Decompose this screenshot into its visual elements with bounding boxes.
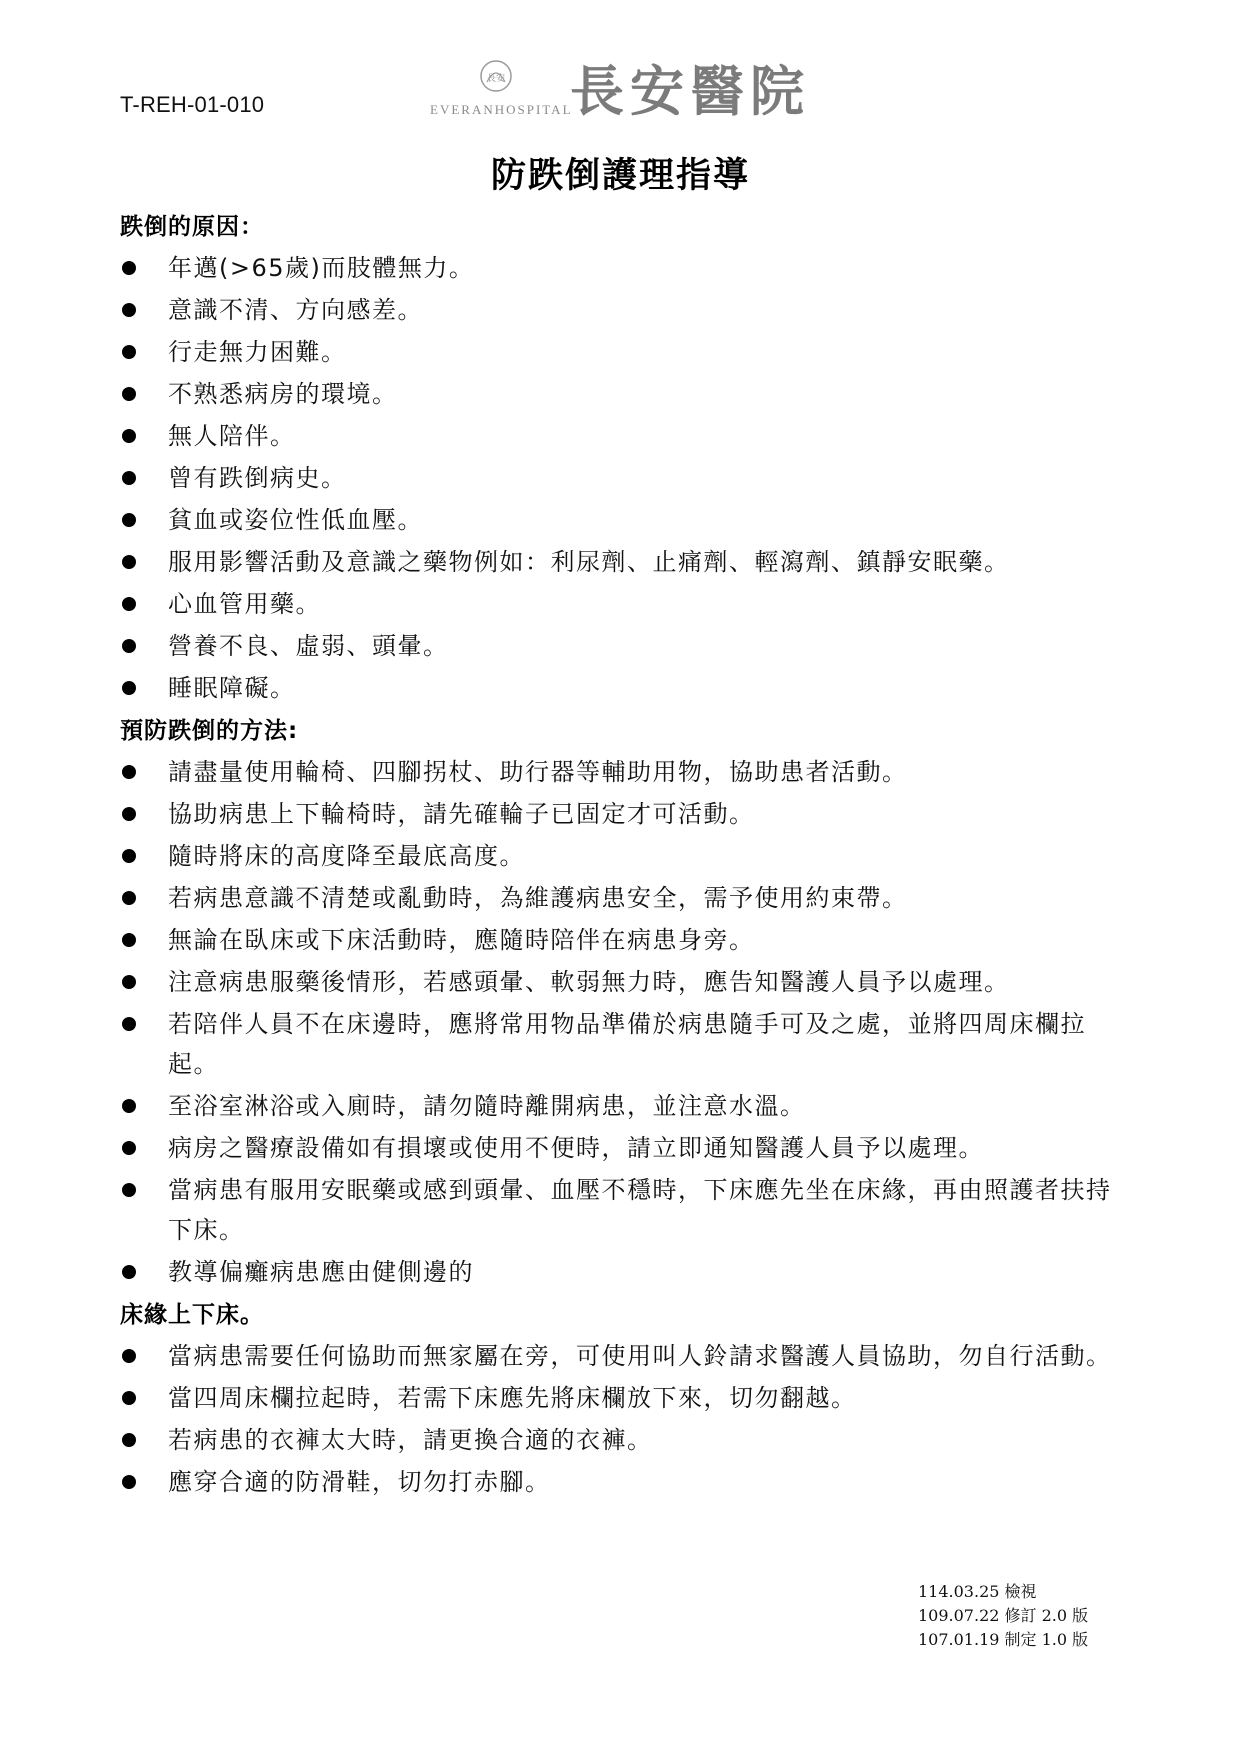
bullet-icon: [122, 765, 136, 779]
list-item-text: 無人陪伴。: [168, 422, 296, 450]
list-item: [120, 416, 1130, 456]
list-item-text: 無論在臥床或下床活動時，應隨時陪伴在病患身旁。: [168, 926, 755, 954]
list-item-text: 協助病患上下輪椅時，請先確輪子已固定才可活動。: [168, 800, 755, 828]
causes-list: [120, 248, 1130, 708]
list-item: [120, 374, 1130, 414]
bullet-icon: [122, 681, 136, 695]
bullet-icon: [122, 1099, 136, 1113]
list-item-text: 年邁(>65歲)而肢體無力。: [168, 254, 475, 282]
list-item: [120, 1420, 1130, 1460]
list-item: [120, 458, 1130, 498]
bullet-icon: [122, 891, 136, 905]
list-item-text: 當四周床欄拉起時，若需下床應先將床欄放下來，切勿翻越。: [168, 1384, 857, 1412]
hospital-emblem-icon: [478, 58, 514, 94]
page-title: 防跌倒護理指導: [490, 156, 750, 196]
list-item: [120, 1336, 1130, 1376]
bullet-icon: [122, 1349, 136, 1363]
list-item: [120, 1378, 1130, 1418]
bullet-icon: [122, 933, 136, 947]
list-item: [120, 500, 1130, 540]
list-item-text: 病房之醫療設備如有損壞或使用不便時，請立即通知醫護人員予以處理。: [168, 1134, 984, 1162]
revision-line: 107.01.19 制定 1.0 版: [918, 1630, 1089, 1649]
list-item: [120, 332, 1130, 372]
list-item: [120, 1128, 1130, 1168]
list-item-text: 隨時將床的高度降至最底高度。: [168, 842, 525, 870]
bullet-icon: [122, 1141, 136, 1155]
list-item: [120, 1462, 1130, 1502]
bullet-icon: [122, 261, 136, 275]
bullet-icon: [122, 387, 136, 401]
list-item-text: 心血管用藥。: [168, 590, 321, 618]
list-item-text: 營養不良、虛弱、頭暈。: [168, 632, 449, 660]
bullet-icon: [122, 807, 136, 821]
list-item-text: 若陪伴人員不在床邊時，應將常用物品準備於病患隨手可及之處，並將四周床欄拉起。: [168, 1010, 1086, 1078]
list-item-text: 應穿合適的防滑鞋，切勿打赤腳。: [168, 1468, 551, 1496]
bullet-icon: [122, 639, 136, 653]
list-item: [120, 626, 1130, 666]
revision-line: 114.03.25 檢視: [918, 1582, 1037, 1601]
logo-english-name: EVERANHOSPITAL: [430, 102, 573, 117]
bullet-icon: [122, 1265, 136, 1279]
bed-transfer-list: [120, 1336, 1130, 1502]
list-item-text: 貧血或姿位性低血壓。: [168, 506, 423, 534]
bullet-icon: [122, 513, 136, 527]
document-code: T-REH-01-010: [120, 92, 265, 117]
section-heading-causes: 跌倒的原因：: [120, 214, 264, 240]
bullet-icon: [122, 303, 136, 317]
list-item-text: 至浴室淋浴或入廁時，請勿隨時離開病患，並注意水溫。: [168, 1092, 806, 1120]
bullet-icon: [122, 1391, 136, 1405]
list-item: [120, 1252, 1130, 1292]
bullet-icon: [122, 429, 136, 443]
list-item-text: 睡眠障礙。: [168, 674, 296, 702]
bullet-icon: [122, 1433, 136, 1447]
prevention-list: [120, 752, 1130, 1292]
list-item: [120, 248, 1130, 288]
bullet-icon: [122, 975, 136, 989]
list-item: [120, 668, 1130, 708]
list-item: [120, 1086, 1130, 1126]
list-item-text: 服用影響活動及意識之藥物例如：利尿劑、止痛劑、輕瀉劑、鎮靜安眠藥。: [168, 548, 1010, 576]
list-item-text: 教導偏癱病患應由健側邊的: [168, 1258, 474, 1286]
bullet-icon: [122, 597, 136, 611]
revision-line: 109.07.22 修訂 2.0 版: [918, 1606, 1089, 1625]
bullet-icon: [122, 1017, 136, 1031]
list-item-text: 若病患意識不清楚或亂動時，為維護病患安全，需予使用約束帶。: [168, 884, 908, 912]
list-item-text: 當病患需要任何協助而無家屬在旁，可使用叫人鈴請求醫護人員協助，勿自行活動。: [168, 1342, 1112, 1370]
bullet-icon: [122, 1183, 136, 1197]
list-item: [120, 542, 1130, 582]
list-item-text: 不熟悉病房的環境。: [168, 380, 398, 408]
list-item: [120, 920, 1130, 960]
logo-chinese-name: 長安醫院: [570, 60, 810, 123]
bullet-icon: [122, 345, 136, 359]
list-item: [120, 584, 1130, 624]
list-item-text: 注意病患服藥後情形，若感頭暈、軟弱無力時，應告知醫護人員予以處理。: [168, 968, 1010, 996]
list-item: [120, 1004, 1130, 1084]
list-item: [120, 962, 1130, 1002]
list-item: [120, 794, 1130, 834]
list-item-text: 請盡量使用輪椅、四腳拐杖、助行器等輔助用物，協助患者活動。: [168, 758, 908, 786]
document-content: [120, 206, 1130, 1504]
revision-history: [918, 1580, 1088, 1652]
section-heading-bed-transfer: 床緣上下床。: [120, 1302, 264, 1328]
list-item-text: 行走無力困難。: [168, 338, 347, 366]
list-item-text: 當病患有服用安眠藥或感到頭暈、血壓不穩時，下床應先坐在床緣，再由照護者扶持下床。: [168, 1176, 1112, 1244]
list-item: [120, 836, 1130, 876]
list-item-text: 曾有跌倒病史。: [168, 464, 347, 492]
list-item: [120, 878, 1130, 918]
list-item-text: 若病患的衣褲太大時，請更換合適的衣褲。: [168, 1426, 653, 1454]
hospital-logo: [430, 58, 830, 128]
bullet-icon: [122, 1475, 136, 1489]
section-heading-prevention: 預防跌倒的方法:: [120, 718, 299, 744]
bullet-icon: [122, 849, 136, 863]
list-item: [120, 1170, 1130, 1250]
emblem-lettering: 長安: [486, 74, 506, 84]
bullet-icon: [122, 555, 136, 569]
list-item: [120, 752, 1130, 792]
list-item-text: 意識不清、方向感差。: [168, 296, 423, 324]
list-item: [120, 290, 1130, 330]
bullet-icon: [122, 471, 136, 485]
